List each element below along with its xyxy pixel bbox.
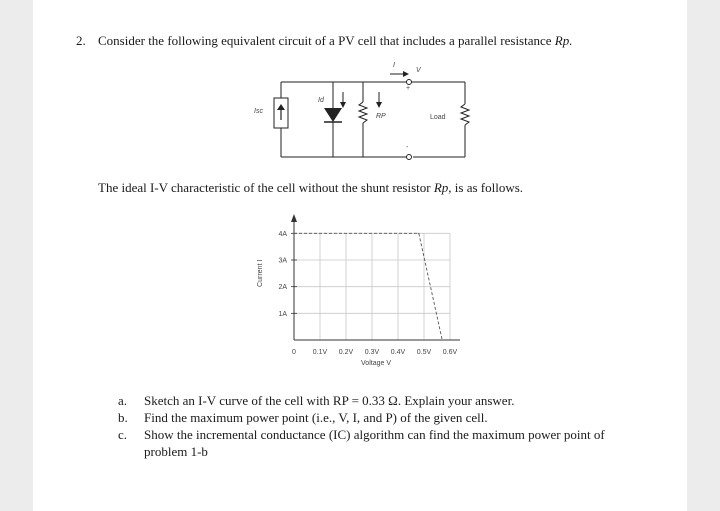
isc-arrow-head [277,104,285,110]
x-tick-label: 0.5V [416,349,432,356]
question-number: 2. [76,33,86,48]
rp-symbol-2: Rp, [433,180,452,195]
item-text: Find the maximum power point (i.e., V, I, and P) of the given cell. [144,410,488,425]
item-text: Sketch an I-V curve of the cell with RP = 0.33 Ω. Explain your answer. [144,393,515,408]
sub-question-list [118,392,644,460]
y-tick-label: 4A [278,230,287,238]
iv-chart-svg [250,210,480,380]
list-item [118,426,644,460]
diode-triangle [324,108,342,122]
rp-label: RP [376,113,386,120]
iv-curve-point [418,233,419,234]
iv-curve-point [293,233,294,234]
paragraph-2-after: is as follows. [451,180,524,195]
item-marker: a. [118,393,128,408]
x-tick-label: 0.1V [312,349,328,356]
x-tick-label: 0.2V [338,349,354,356]
question-text [98,33,573,49]
item-marker: b. [118,410,128,425]
isc-label: Isc [254,108,263,115]
y-axis-arrow [291,214,297,222]
x-axis-label: Voltage V [361,360,391,367]
x-tick-label: 0.6V [442,349,458,356]
rp-resistor [359,102,367,123]
id-arrow-head [340,102,346,108]
list-item [118,409,644,426]
paragraph-2 [98,180,523,196]
terminal-minus [407,155,412,160]
minus-label: - [406,144,409,151]
voltage-v-label: V [416,67,421,74]
circuit-diagram [240,60,500,170]
x-tick-label: 0.4V [390,349,406,356]
y-axis-label: Current I [257,259,264,287]
load-label: Load [430,114,446,121]
plus-label: + [406,85,411,92]
y-tick-label: 1A [278,310,287,318]
load-resistor [461,104,469,125]
circuit-svg [240,60,500,170]
question-text-main: Consider the following equivalent circuit of a PV cell that includes a parallel resistance [98,33,555,48]
iv-curve-point [442,339,443,340]
rp-arrow-head [376,102,382,108]
x-tick-label: 0 [292,349,296,356]
rp-symbol: Rp. [554,33,573,48]
i-arrow-head [403,71,409,77]
y-tick-label: 3A [278,257,287,265]
id-label: Id [318,97,324,104]
list-item [118,392,644,409]
item-text: Show the incremental conductance (IC) algorithm can find the maximum power point of problem 1-b [144,427,605,459]
paragraph-2-text: The ideal I-V characteristic of the cell without the shunt resistor [98,180,434,195]
y-tick-label: 2A [278,284,287,292]
iv-chart [250,210,480,380]
x-tick-label: 0.3V [364,349,380,356]
item-marker: c. [118,427,128,442]
terminal-plus [407,80,412,85]
current-i-label: I [393,62,395,69]
